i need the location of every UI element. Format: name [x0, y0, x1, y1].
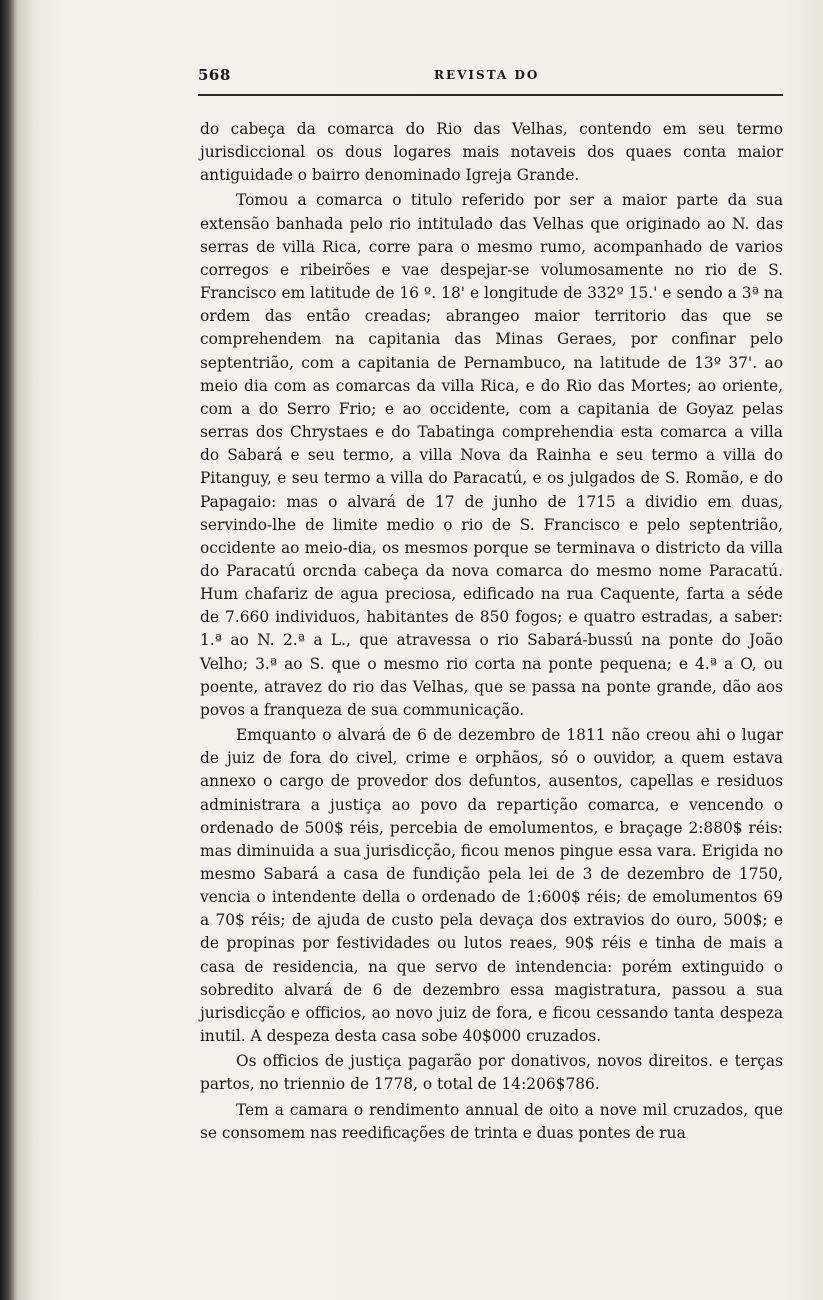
header-rule — [198, 94, 783, 96]
paragraph-2: Tomou a comarca o titulo referido por ser a maior parte da sua extensão banhada pelo rio intitulado das Velhas que originado ao N. das serras de villa Rica, corre para o mesmo rumo, acompanhado de varios corregos e ribeirões e vae despejar-se volumosamente no rio de S. Francisco em latitude de 16 º. 18' e longitude de 332º 15.' e sendo a 3ª na ordem das então creadas; abrangeo maior territorio das que se comprehendem na capitania das Minas Geraes, por confinar pelo septentrião, com a capitania de Pernambuco, na latitude de 13º 37'. ao meio dia com as comarcas da villa Rica, e do Rio das Mortes; ao oriente, com a do Serro Frio; e ao occidente, com a capitania de Goyaz pelas serras dos Chrystaes e do Tabatinga comprehendia esta comarca a villa do Sabará e seu termo, a villa Nova da Rainha e seu termo a villa do Pitanguy, e seu termo a villa do Paracatú, e os julgados de S. Romão, e do Papagaio: mas o alvará de 17 de junho de 1715 a dividio em duas, servindo-lhe de limite medio o rio de S. Francisco e pelo septentrião, occidente ao meio-dia, os mesmos porque se terminava o districto da villa do Paracatú orcnda cabeça da nova comarca do mesmo nome Paracatú. Hum chafariz de agua preciosa, edificado na rua Caquente, farta a séde de 7.660 individuos, habitantes de 850 fogos; e quatro estradas, a saber: 1.ª ao N. 2.ª a L., que atravessa o rio Sabará-bussú na ponte do João Velho; 3.ª ao S. que o mesmo rio corta na ponte pequena; e 4.ª a O, ou poente, atravez do rio das Velhas, que se passa na ponte grande, dão aos povos a franqueza de sua communicação. — [200, 191, 783, 719]
paragraph-3: Emquanto o alvará de 6 de dezembro de 1811 não creou ahi o lugar de juiz de fora do civel, crime e orphãos, só o ouvidor, a quem estava annexo o cargo de provedor dos defuntos, ausentos, capellas e residuos administrara a justiça ao povo da repartição comarca, e vencendo o ordenado de 500$ réis, percebia de emolumentos, e braçage 2:880$ réis: mas diminuida a sua jurisdicção, ficou menos pingue essa vara. Erigida no mesmo Sabará a casa de fundição pela lei de 3 de dezembro de 1750, vencia o intendente della o ordenado de 1:600$ réis; de emolumentos 69 a 70$ réis; de ajuda de custo pela devaça dos extravios do ouro, 500$; e de propinas por festividades ou lutos reaes, 90$ réis e tinha de mais a casa de residencia, na que servo de intendencia: porém extinguido o sobredito alvará de 6 de dezembro essa magistratura, passou a sua jurisdicção e officios, ao novo juiz de fora, e ficou cessando tanta despeza inutil. A despeza desta casa sobe 40$000 cruzados. — [200, 726, 783, 1046]
paragraph-5: Tem a camara o rendimento annual de oito a nove mil cruzados, que se consomem nas reedificações de trinta e duas pontes de rua — [200, 1100, 783, 1142]
page-number: 568 — [198, 66, 231, 84]
running-head: REVISTA DO — [434, 68, 540, 82]
body-text — [200, 118, 783, 1147]
paragraph-1: do cabeça da comarca do Rio das Velhas, contendo em seu termo jurisdiccional os dous logares mais notaveis dos quaes conta maior antiguidade o bairro denominado Igreja Grande. — [200, 120, 783, 185]
paragraph-4: Os officios de justiça pagarão por donativos, novos direitos. e terças partos, no triennio de 1778, o total de 14:206$786. — [200, 1052, 783, 1094]
binding-shadow — [0, 0, 14, 1300]
page-header — [198, 66, 783, 90]
